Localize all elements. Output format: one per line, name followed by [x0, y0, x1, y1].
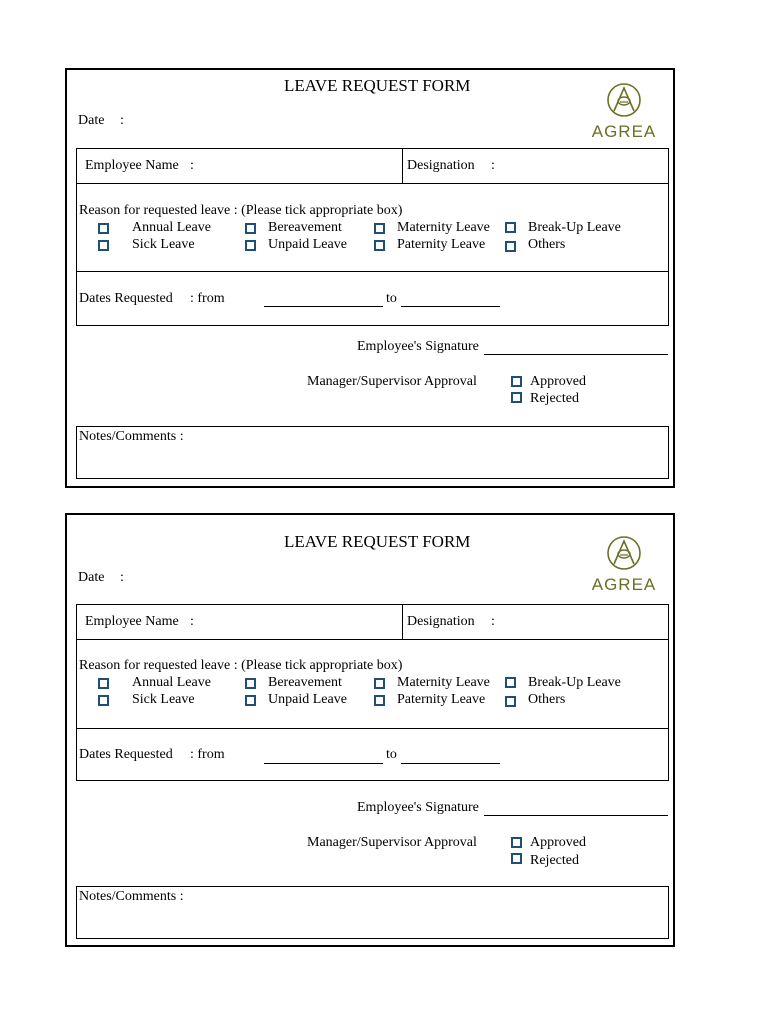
date-label: Date [78, 113, 105, 128]
approved-label: Approved [530, 835, 586, 850]
employee-name-colon: : [190, 614, 194, 629]
designation-colon: : [491, 158, 495, 173]
bereavement-checkbox[interactable] [245, 223, 256, 234]
notes-box[interactable] [76, 426, 669, 479]
form-title: LEAVE REQUEST FORM [284, 76, 471, 95]
bereavement-checkbox[interactable] [245, 678, 256, 689]
annual-leave-label: Annual Leave [132, 675, 211, 690]
reason-label: Reason for requested leave : (Please tick appropriate box) [79, 203, 403, 218]
approved-label: Approved [530, 374, 586, 389]
row-divider [402, 149, 403, 183]
others-checkbox[interactable] [505, 696, 516, 707]
maternity-leave-label: Maternity Leave [397, 220, 490, 235]
agrea-logo [589, 535, 659, 595]
signature-label: Employee's Signature [357, 339, 479, 354]
unpaid-leave-checkbox[interactable] [245, 240, 256, 251]
date-colon: : [120, 570, 124, 585]
approved-checkbox[interactable] [511, 376, 522, 387]
agrea-emblem-icon [589, 535, 659, 571]
approval-label: Manager/Supervisor Approval [307, 374, 477, 389]
unpaid-leave-label: Unpaid Leave [268, 237, 347, 252]
designation-colon: : [491, 614, 495, 629]
dates-requested-row [76, 271, 669, 326]
rejected-checkbox[interactable] [511, 853, 522, 864]
sick-leave-checkbox[interactable] [98, 240, 109, 251]
signature-field[interactable] [484, 815, 668, 816]
notes-box[interactable] [76, 886, 669, 939]
employee-name-label: Employee Name [85, 158, 179, 173]
leave-request-form-1 [65, 68, 675, 488]
reason-section [76, 183, 669, 272]
employee-name-label: Employee Name [85, 614, 179, 629]
unpaid-leave-checkbox[interactable] [245, 695, 256, 706]
logo-wordmark: AGREA [591, 122, 657, 141]
agrea-logo [589, 82, 659, 142]
annual-leave-checkbox[interactable] [98, 223, 109, 234]
dates-requested-row [76, 728, 669, 781]
annual-leave-checkbox[interactable] [98, 678, 109, 689]
to-date-field[interactable] [401, 306, 500, 307]
to-label: to [386, 747, 397, 762]
break-up-leave-checkbox[interactable] [505, 677, 516, 688]
approval-label: Manager/Supervisor Approval [307, 835, 477, 850]
sick-leave-checkbox[interactable] [98, 695, 109, 706]
designation-label: Designation [407, 158, 475, 173]
logo-wordmark: AGREA [591, 575, 657, 594]
reason-label: Reason for requested leave : (Please tick appropriate box) [79, 658, 403, 673]
from-label: : from [190, 291, 225, 306]
signature-field[interactable] [484, 354, 668, 355]
employee-info-row [76, 148, 669, 184]
bereavement-label: Bereavement [268, 675, 342, 690]
from-label: : from [190, 747, 225, 762]
paternity-leave-label: Paternity Leave [397, 237, 486, 252]
bereavement-label: Bereavement [268, 220, 342, 235]
sick-leave-label: Sick Leave [132, 692, 195, 707]
reason-section [76, 639, 669, 729]
rejected-checkbox[interactable] [511, 392, 522, 403]
paternity-leave-checkbox[interactable] [374, 240, 385, 251]
date-colon: : [120, 113, 124, 128]
notes-label: Notes/Comments : [79, 889, 184, 904]
notes-label: Notes/Comments : [79, 429, 184, 444]
maternity-leave-label: Maternity Leave [397, 675, 490, 690]
to-label: to [386, 291, 397, 306]
date-label: Date [78, 570, 105, 585]
dates-requested-label: Dates Requested [79, 747, 173, 762]
designation-label: Designation [407, 614, 475, 629]
annual-leave-label: Annual Leave [132, 220, 211, 235]
employee-name-colon: : [190, 158, 194, 173]
others-label: Others [528, 692, 566, 707]
dates-requested-label: Dates Requested [79, 291, 173, 306]
form-title: LEAVE REQUEST FORM [284, 532, 471, 551]
row-divider [402, 605, 403, 639]
approved-checkbox[interactable] [511, 837, 522, 848]
paternity-leave-label: Paternity Leave [397, 692, 486, 707]
from-date-field[interactable] [264, 306, 383, 307]
unpaid-leave-label: Unpaid Leave [268, 692, 347, 707]
employee-info-row [76, 604, 669, 640]
from-date-field[interactable] [264, 763, 383, 764]
sick-leave-label: Sick Leave [132, 237, 195, 252]
paternity-leave-checkbox[interactable] [374, 695, 385, 706]
maternity-leave-checkbox[interactable] [374, 223, 385, 234]
leave-request-form-2 [65, 513, 675, 947]
rejected-label: Rejected [530, 853, 579, 868]
maternity-leave-checkbox[interactable] [374, 678, 385, 689]
agrea-emblem-icon [589, 82, 659, 118]
break-up-leave-checkbox[interactable] [505, 222, 516, 233]
others-label: Others [528, 237, 566, 252]
others-checkbox[interactable] [505, 241, 516, 252]
break-up-leave-label: Break-Up Leave [528, 675, 621, 690]
rejected-label: Rejected [530, 391, 579, 406]
signature-label: Employee's Signature [357, 800, 479, 815]
to-date-field[interactable] [401, 763, 500, 764]
break-up-leave-label: Break-Up Leave [528, 220, 621, 235]
